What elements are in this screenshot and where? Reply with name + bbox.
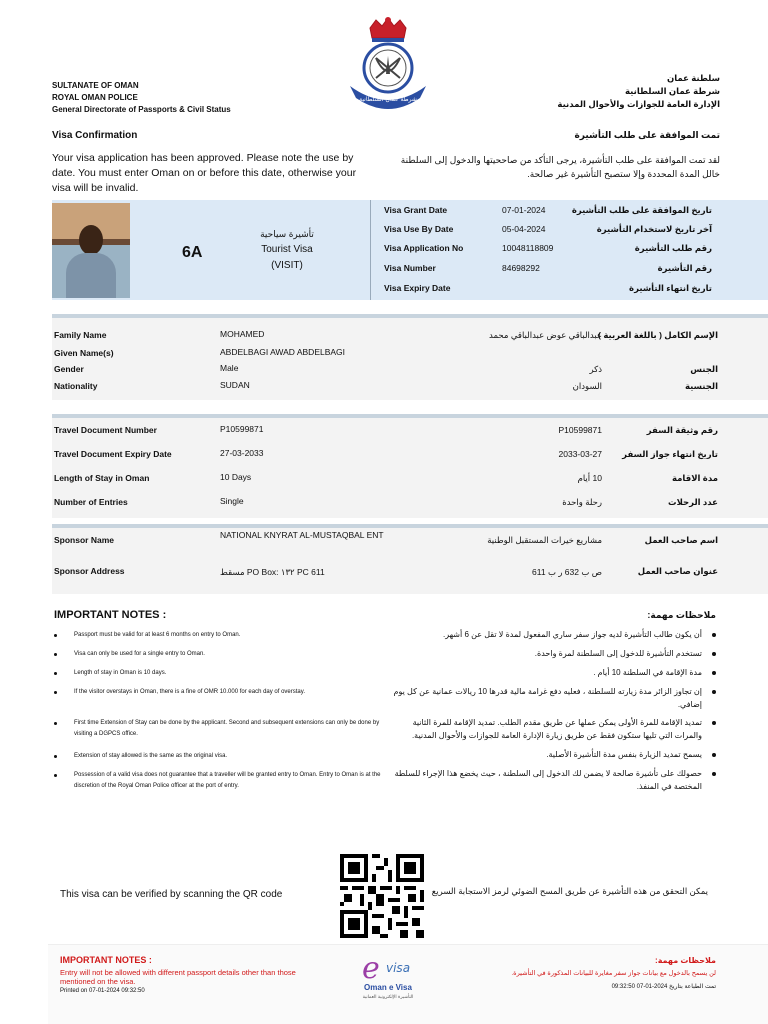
- field-label-ar: عنوان صاحب العمل: [637, 566, 718, 576]
- visa-use-by-date-row: [384, 224, 768, 244]
- note-item: Length of stay in Oman is 10 days.: [54, 668, 384, 679]
- header-police-ar: شرطة عمان السلطانية: [625, 86, 720, 96]
- note-item-ar: تستخدم التأشيرة للدخول إلى السلطنة لمرة واحدة.: [386, 647, 716, 660]
- field-label: Length of Stay in Oman: [54, 473, 150, 483]
- note-item-ar: حصولك على تأشيرة صالحة لا يضمن لك الدخول إلى السلطنة ، حيث يخضع هذا الإجراء للسلطة المختصة في المنفذ.: [386, 767, 716, 793]
- visa-field-label: Visa Expiry Date: [384, 283, 451, 293]
- qr-code-icon[interactable]: [340, 854, 424, 938]
- visa-field-label: Visa Application No: [384, 243, 464, 253]
- personal-details-table: [52, 314, 768, 400]
- field-value: مسقط PO Box: ١٣٢ PC 611: [220, 567, 325, 577]
- header-directorate: General Directorate of Passports & Civil Status: [52, 105, 231, 114]
- visa-field-value: 84698292: [502, 263, 540, 273]
- field-label-ar: الجنسية: [685, 381, 718, 391]
- field-value-ar: مشاريع خيرات المستقبل الوطنية: [487, 535, 602, 545]
- applicant-photo: [52, 203, 130, 298]
- header-left: [52, 80, 231, 116]
- visa-field-value: 10048118809: [502, 243, 554, 253]
- field-label: Number of Entries: [54, 497, 128, 507]
- field-label-ar: تاريخ انتهاء جواز السفر: [622, 449, 718, 459]
- confirmation-text-ar: لقد تمت الموافقة على طلب التأشيرة، يرجى التأكد من صاححيتها والدخول إلى السلطنة خالل المدة المحددة وإلا ستصبح التأشيرة غير صالحة.: [400, 155, 720, 179]
- field-label: Given Name(s): [54, 348, 114, 358]
- field-value-ar: 10 أيام: [577, 473, 602, 483]
- field-label: Gender: [54, 364, 84, 374]
- travel-details-table: [52, 414, 768, 518]
- field-label: Sponsor Address: [54, 566, 125, 576]
- confirmation-title: Visa Confirmation: [52, 130, 138, 141]
- note-item: Passport must be valid for at least 6 months on entry to Oman.: [54, 630, 384, 641]
- note-item-ar: تمديد الإقامة للمرة الأولى يمكن عملها عن طريق مقدم الطلب. تمديد الإقامة للمرة الثانية والمرات التي تليها ستكون فقط عن طريق زيارة الإدارة العامة للجوازات والأحوال المدنية.: [386, 716, 716, 742]
- field-value: NATIONAL KNYRAT AL-MUSTAQBAL ENT: [220, 530, 384, 540]
- field-value-ar: 2033-03-27: [558, 449, 602, 459]
- field-value-ar: عبدالباقي عوض عبدالباقي محمد: [489, 330, 602, 340]
- field-label: Travel Document Expiry Date: [54, 449, 172, 459]
- field-label-ar: مدة الاقامة: [672, 473, 718, 483]
- notes-title-ar: ملاحظات مهمة:: [647, 610, 716, 620]
- note-item: First time Extension of Stay can be done by the applicant. Second and subsequent extensions can only be done by visiting a DGPCS office.: [54, 718, 384, 740]
- verify-text-ar: يمكن التحقق من هذه التأشيرة عن طريق المسح الضوئي لرمز الاستجابة السريع: [431, 886, 708, 896]
- visa-type-ar: تأشيرة سياحية: [260, 229, 314, 239]
- footer-notes-text: Entry will not be allowed with different passport details other than those mentioned on the visa.: [60, 968, 296, 986]
- field-label: Family Name: [54, 330, 107, 340]
- field-label: Sponsor Name: [54, 535, 114, 545]
- logo-text: Oman e Visa: [364, 983, 412, 992]
- oman-evisa-logo-icon: [352, 950, 424, 1000]
- notes-title: IMPORTANT NOTES :: [54, 609, 167, 621]
- visa-expiry-date-row: [384, 283, 768, 303]
- note-item-ar: مدة الإقامة في السلطنة 10 أيام .: [386, 666, 716, 679]
- footer-notes-text-ar: لن يسمح بالدخول مع بيانات جواز سفر مغايرة للبيانات المذكورة في التأشيرة.: [511, 970, 716, 977]
- note-item: Extension of stay allowed is the same as the original visa.: [54, 751, 384, 762]
- footer-notes-title: IMPORTANT NOTES :: [60, 955, 152, 965]
- field-value: 10 Days: [220, 472, 252, 482]
- field-value: ABDELBAGI AWAD ABDELBAGI: [220, 347, 346, 357]
- visa-number-row: [384, 263, 768, 283]
- visa-field-value: 05-04-2024: [502, 224, 546, 234]
- field-label: Travel Document Number: [54, 425, 157, 435]
- visa-category-badge: 6A: [182, 244, 203, 261]
- sponsor-address-row: [52, 566, 768, 590]
- visa-field-label: Visa Grant Date: [384, 205, 448, 215]
- field-label-ar: اسم صاحب العمل: [644, 535, 718, 545]
- note-item: Visa can only be used for a single entry to Oman.: [54, 649, 384, 660]
- field-value-ar: السودان: [572, 381, 602, 391]
- field-label-ar: عدد الرحلات: [668, 497, 718, 507]
- length-of-stay-row: [52, 473, 768, 493]
- visa-field-label: Visa Number: [384, 263, 436, 273]
- visa-field-value: 07-01-2024: [502, 205, 546, 215]
- header-directorate-ar: الإدارة العامة للجوازات والأحوال المدنية: [557, 99, 720, 109]
- family-name-row: [52, 330, 768, 350]
- field-value: 27-03-2033: [220, 448, 264, 458]
- footer-notes-title-ar: ملاحظات مهمة:: [655, 956, 716, 965]
- field-value: SUDAN: [220, 380, 250, 390]
- field-label: Nationality: [54, 381, 98, 391]
- header-right: [557, 72, 720, 111]
- svg-text:visa: visa: [386, 961, 411, 975]
- visa-field-label: Visa Use By Date: [384, 224, 454, 234]
- visa-type: [232, 226, 342, 274]
- royal-oman-police-emblem-icon: [346, 14, 430, 114]
- confirmation-text: Your visa application has been approved. Please note the use by date. You must enter Oman on or before this date, otherwise your visa will be invalid.: [52, 152, 357, 194]
- field-value-ar: ذكر: [589, 364, 602, 374]
- field-label-ar: الجنس: [690, 364, 718, 374]
- number-of-entries-row: [52, 497, 768, 517]
- field-value-ar: رحلة واحدة: [562, 497, 602, 507]
- nationality-row: [52, 381, 768, 401]
- header-country: SULTANATE OF OMAN: [52, 81, 139, 90]
- note-item: If the visitor overstays in Oman, there is a fine of OMR 10.000 for each day of overstay.: [54, 687, 384, 698]
- band-divider: [370, 200, 371, 300]
- field-value: Single: [220, 496, 244, 506]
- note-item-ar: أن يكون طالب التأشيرة لديه جواز سفر ساري المفعول لمدة لا تقل عن 6 أشهر.: [386, 628, 716, 641]
- header-police: ROYAL OMAN POLICE: [52, 93, 138, 102]
- visa-type-en: Tourist Visa: [261, 244, 313, 255]
- field-label-ar: رقم وثيقة السفر: [646, 425, 718, 435]
- visa-field-label-ar: آخر تاريخ لاستخدام التأشيرة: [596, 224, 712, 234]
- field-value-ar: P10599871: [558, 425, 602, 435]
- sponsor-details-table: [52, 524, 768, 594]
- visa-field-label-ar: تاريخ الموافقة على طلب التأشيرة: [571, 205, 712, 215]
- logo-subtext: التأشيرة الإلكترونية العمانية: [362, 995, 414, 1000]
- visa-application-no-row: [384, 243, 768, 263]
- sponsor-name-row: [52, 531, 768, 555]
- travel-document-expiry-row: [52, 449, 768, 469]
- visa-field-label-ar: رقم التأشيرة: [657, 263, 712, 273]
- header-country-ar: سلطنة عمان: [666, 73, 720, 83]
- note-item-ar: يسمح تمديد الزيارة بنفس مدة التأشيرة الأصلية.: [386, 748, 716, 761]
- printed-on: Printed on 07-01-2024 09:32:50: [60, 988, 145, 994]
- visa-type-sub: (VISIT): [271, 260, 303, 271]
- note-item: Possession of a valid visa does not guarantee that a traveller will be granted entry to Oman. Entry to Oman is at the discretion of the Royal Oman Police officer at the port of entry.: [54, 770, 384, 792]
- field-value: P10599871: [220, 424, 264, 434]
- confirmation-title-ar: تمت الموافقة على طلب التأشيرة: [574, 130, 720, 140]
- field-value-ar: ص ب 632 ر ب 611: [532, 567, 602, 577]
- svg-text:e: e: [362, 951, 380, 986]
- verify-text: This visa can be verified by scanning the QR code: [60, 889, 283, 900]
- visa-field-label-ar: رقم طلب التأشيرة: [634, 243, 712, 253]
- field-label-ar: الإسم الكامل ( باللغة العربية ): [598, 330, 718, 340]
- svg-text:شرطة عمان السلطانية: شرطة عمان السلطانية: [359, 96, 417, 103]
- field-value: MOHAMED: [220, 329, 265, 339]
- visa-grant-date-row: [384, 205, 768, 225]
- printed-on-ar: تمت الطباعة بتاريخ 2024-01-07 09:32:50: [611, 984, 716, 990]
- field-value: Male: [220, 363, 239, 373]
- note-item-ar: إن تجاوز الزائر مدة زيارته للسلطنة ، فعليه دفع غرامة مالية قدرها 10 ريالات عمانية عن كل يوم إضافي.: [386, 685, 716, 711]
- travel-document-number-row: [52, 425, 768, 445]
- visa-field-label-ar: تاريخ انتهاء التأشيرة: [629, 283, 712, 293]
